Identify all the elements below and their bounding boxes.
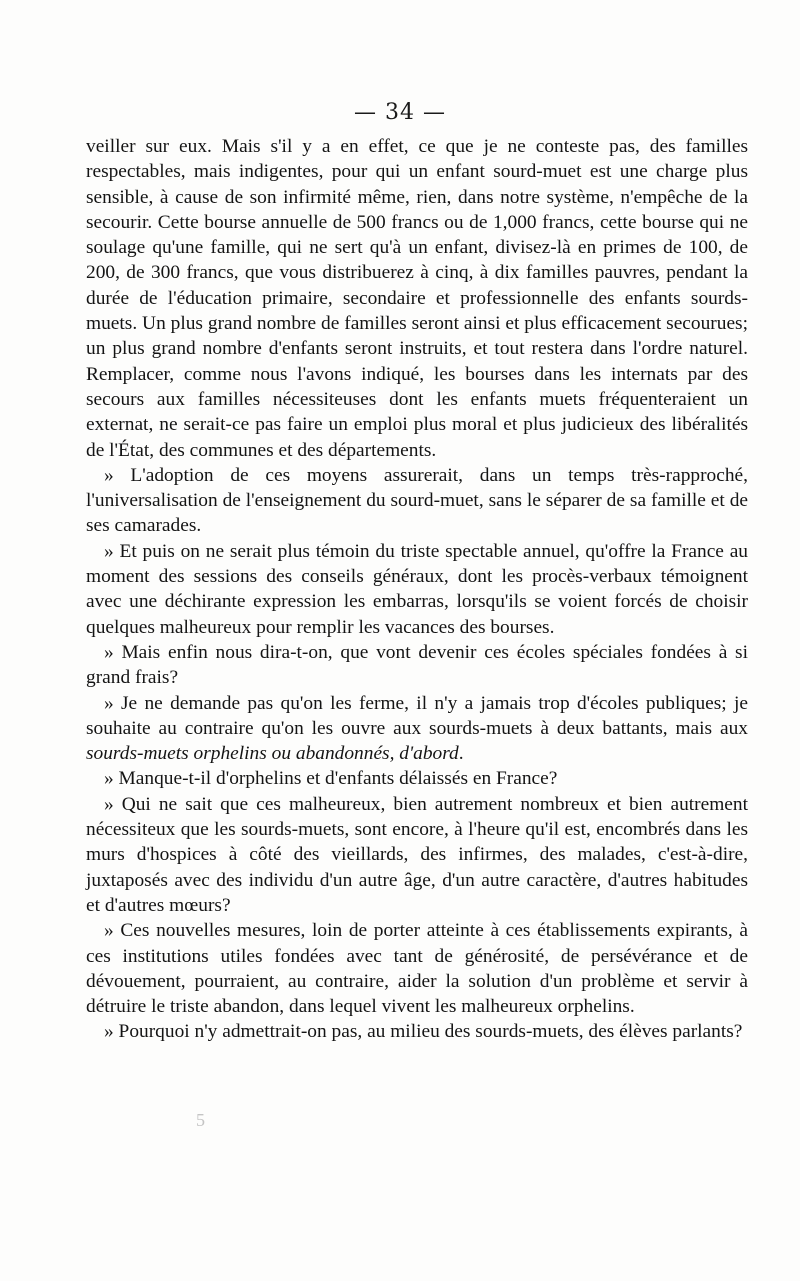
paragraph-text: » Je ne demande pas qu'on les ferme, il n'y a jamais trop d'écoles publiques; je souhaite au contraire qu'on les ouvre aux sourds-muets à deux battants, mais aux: [86, 692, 748, 739]
paragraph: » Mais enfin nous dira-t-on, que vont devenir ces écoles spéciales fondées à si grand frais?: [86, 641, 748, 689]
paragraph: » Ces nouvelles mesures, loin de porter atteinte à ces établissements expirants, à ces institutions utiles fondées avec tant de générosité, de persévérance et de dévouement, pourraient, au contraire, aider la solution d'un problème et servir à détruire le triste abandon, dans lequel vivent les malheureux orphelins.: [86, 920, 748, 1018]
signature-mark: 5: [196, 1110, 205, 1130]
paragraph: » Manque-t-il d'orphelins et d'enfants délaissés en France?: [104, 768, 558, 790]
paragraph: » L'adoption de ces moyens assurerait, dans un temps très-rapproché, l'universalisation de l'enseignement du sourd-muet, sans le séparer de sa famille et de ses camarades.: [86, 464, 748, 537]
paragraph: » Et puis on ne serait plus témoin du triste spectable annuel, qu'offre la France au moment des sessions des conseils généraux, dont les procès-verbaux témoignent avec une déchirante expression les embarras, lorsqu'ils se voient forcés de choisir quelques malheureux pour remplir les vacances des bourses.: [86, 540, 748, 638]
paragraph: » Pourquoi n'y admettrait-on pas, au milieu des sourds-muets, des élèves parlants?: [104, 1021, 743, 1043]
page-number: — 34 —: [354, 100, 446, 125]
paragraph: [86, 691, 748, 767]
paragraph: » Qui ne sait que ces malheureux, bien autrement nombreux et bien autrement nécessiteux que les sourds-muets, sont encore, à l'heure qu'il est, encombrés dans les murs d'hospices à côté des vieillards, des infirmes, des malades, c'est-à-dire, juxtaposés avec des individu d'un autre âge, d'un autre caractère, d'autres habitudes et d'autres mœurs?: [86, 793, 748, 916]
body-text: [86, 134, 748, 1045]
paragraph-end: .: [458, 743, 464, 765]
paragraph: veiller sur eux. Mais s'il y a en effet, ce que je ne conteste pas, des familles respectables, mais indigentes, pour qui un enfant sourd-muet est une charge plus sensible, à cause de son infirmité même, rien, dans notre système, n'empêche de la secourir. Cette bourse annuelle de 500 francs ou de 1,000 francs, cette bourse qui ne soulage qu'une famille, qui ne sert qu'à un enfant, divisez-là en primes de 100, de 200, de 300 francs, que vous distribuerez à cinq, à dix familles pauvres, pendant la durée de l'éducation primaire, secondaire et professionnelle des enfants sourds-muets. Un plus grand nombre de familles seront ainsi et plus efficacement secourues; un plus grand nombre d'enfants seront instruits, et tout restera dans l'ordre naturel. Remplacer, comme nous l'avons indiqué, les bourses dans les internats par des secours aux familles nécessiteuses dont les enfants muets fréquenteraient un externat, ne serait-ce pas faire un emploi plus moral et plus judicieux des libéralités de l'État, des communes et des départements.: [86, 136, 748, 461]
italic-emphasis: sourds-muets orphelins ou abandonnés, d'abord: [86, 743, 459, 765]
